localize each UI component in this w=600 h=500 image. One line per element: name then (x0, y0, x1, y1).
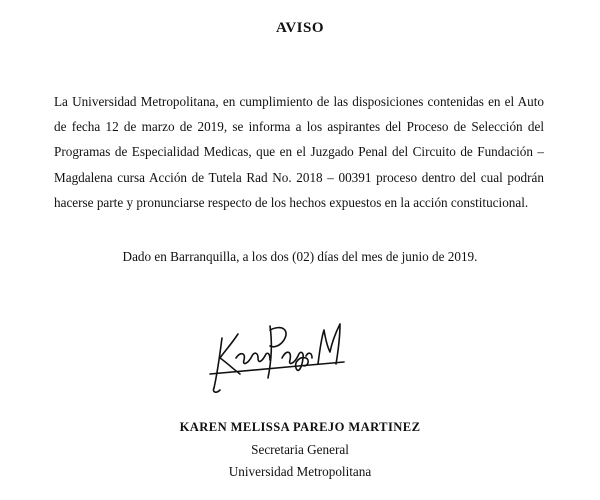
notice-body: La Universidad Metropolitana, en cumplimiento de las disposiciones contenidas en el Auto de fecha 12 de marzo de 2019, se informa a los aspirantes del Proceso de Selección del Programas de Especialidad Medicas, que en el Juzgado Penal del Circuito de Fundación – Magdalena cursa Acción de Tutela Rad No. 2018 – 00391 proceso dentro del cual podrán hacerse parte y pronunciarse respecto de los hechos expuestos en la acción constitucional. (54, 94, 544, 210)
signer-role: Secretaria General (251, 442, 349, 457)
signer-name: KAREN MELISSA PAREJO MARTINEZ (179, 420, 421, 434)
date-line: Dado en Barranquilla, a los dos (02) días del mes de junio de 2019. (122, 249, 478, 264)
signer-organization: Universidad Metropolitana (228, 464, 372, 479)
handwritten-signature (200, 308, 350, 396)
document-title: AVISO (275, 20, 325, 36)
